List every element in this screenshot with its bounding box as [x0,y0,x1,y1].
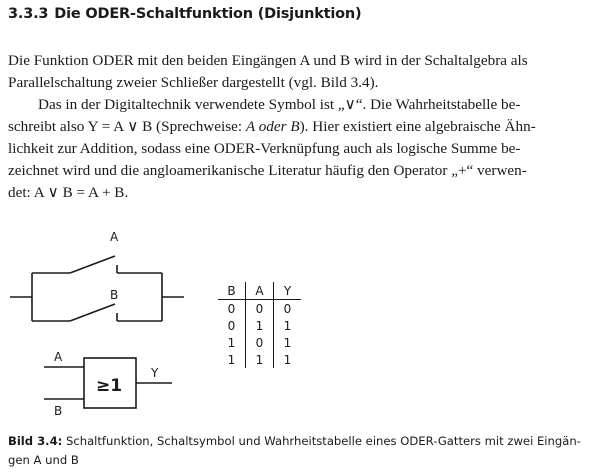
truth-table [218,282,301,368]
paragraph-2-line-4: zeichnet wird und die angloamerikanische Literatur häufig den Operator „+“ verwen- [8,162,527,179]
truth-table-cell: 0 [218,300,246,318]
truth-table-cell: 1 [246,351,274,368]
paragraph-2-line-2 [8,116,588,138]
switch-a-blade [70,256,115,273]
paragraph-1 [8,50,588,94]
switch-label-a: A [110,230,119,244]
truth-table-cell: 1 [218,351,246,368]
paragraph-2-line-5: det: A ∨ B = A + B. [8,184,129,201]
caption-label: Bild 3.4: [8,434,63,448]
truth-table-cell: 1 [283,335,292,350]
switch-b-blade [70,304,115,321]
truth-table-cell: 0 [283,301,292,316]
truth-table-header-b: B [218,282,246,300]
paragraph-2-line-1: Das in der Digitaltechnik verwendete Symbol ist „∨“. Die Wahrheitstabelle be- [38,96,521,113]
gate-input-a-label: A [54,350,63,364]
paragraph-2 [8,94,588,204]
truth-table-cell: 0 [246,334,274,351]
paragraph-1-line-1: Die Funktion ODER mit den beiden Eingängen A und B wird in der Schaltalgebra als [8,52,528,69]
truth-table-row [218,351,301,368]
paragraph-1-line-2: Parallelschaltung zweier Schließer dargestellt (vgl. Bild 3.4). [8,74,379,91]
caption-line-1: Schaltfunktion, Schaltsymbol und Wahrheitstabelle eines ODER-Gatters mit zwei Eingän- [62,434,581,448]
truth-table-header-y: Y [274,282,302,300]
truth-table-cell: 0 [218,317,246,334]
truth-table-header-a: A [246,282,274,300]
caption-line-2: gen A und B [8,453,79,467]
section-number: 3.3.3 [8,6,49,22]
section-title: Die ODER-Schaltfunktion (Disjunktion) [54,6,362,22]
or-gate-label: ≥1 [96,376,123,396]
paragraph-2-line-3: lichkeit zur Addition, sodass eine ODER-Verknüpfung auch als logische Summe be- [8,140,521,157]
truth-table-row [218,300,301,318]
parallel-switch-circuit [10,256,184,321]
gate-output-label: Y [151,366,159,380]
truth-table-row [218,317,301,334]
figure-3-4 [0,225,595,430]
truth-table-cell: 0 [246,300,274,318]
truth-table-cell: 1 [283,352,292,367]
gate-input-b-label: B [54,404,63,418]
figure-caption [8,432,588,470]
truth-table-cell: 1 [246,317,274,334]
truth-table-header-row [218,282,301,300]
truth-table-cell: 1 [218,334,246,351]
paragraph-2-line-2-post: ). Hier existiert eine algebraische Ähn- [299,118,536,135]
paragraph-2-line-2-pre: schreibt also Y = A ∨ B (Sprechweise: [8,118,246,135]
paragraph-2-line-2-italic: A oder B [245,118,300,135]
switch-label-b: B [110,288,119,302]
truth-table-cell: 1 [283,318,292,333]
truth-table-row [218,334,301,351]
section-heading [8,6,361,22]
